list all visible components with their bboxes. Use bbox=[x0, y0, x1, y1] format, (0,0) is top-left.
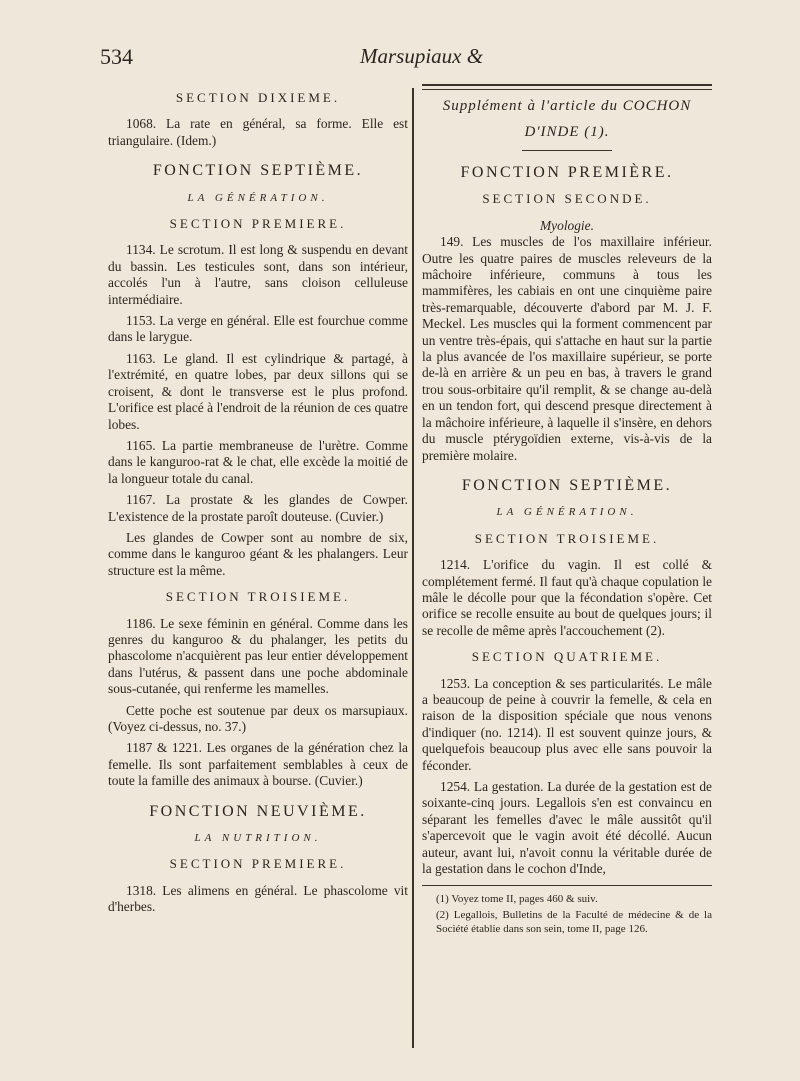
section-heading: SECTION DIXIEME. bbox=[175, 90, 341, 105]
footnote-1: (1) Voyez tome II, pages 460 & suiv. bbox=[436, 893, 598, 906]
section-heading: SECTION PREMIERE. bbox=[169, 856, 347, 872]
paragraph-1253: 1253. La conception & ses particularités. Le mâle a beaucoup de peine à couvrir la femelle, & cela en raison de la disposition spéciale que nous venons d'indiquer (no. 1214). Il est souvent quinze jours, & quelquefois beaucoup plus avec elle sans pouvoir la féconder. bbox=[422, 675, 712, 773]
paragraph-1165: 1165. La partie membraneuse de l'urètre. Comme dans le kanguroo-rat & le chat, elle excède la moitié de la longueur totale du canal. bbox=[108, 437, 408, 486]
paragraph-1153: 1153. La verge en général. Elle est fourchue comme dans le larygue. bbox=[108, 313, 408, 345]
section-heading: SECTION TROISIEME. bbox=[474, 530, 660, 546]
fonction-heading: FONCTION NEUVIÈME. bbox=[149, 802, 367, 820]
page-number: 534 bbox=[100, 44, 133, 69]
section-heading: SECTION PREMIERE. bbox=[169, 216, 347, 232]
paragraph-1068: 1068. La rate en général, sa forme. Elle est triangulaire. (Idem.) bbox=[108, 116, 408, 148]
footnote-rule bbox=[422, 885, 712, 886]
subheading-generation: LA GÉNÉRATION. bbox=[496, 506, 638, 519]
fonction-heading: FONCTION PREMIÈRE. bbox=[460, 164, 674, 181]
page-header bbox=[100, 40, 710, 74]
paragraph-1163: 1163. Le gland. Il est cylindrique & partagé, à l'extrémité, en quatre lobes, par deux sillons qui se croisent, & dont le transverse est le plus profond. L'orifice est placé à l'endroit de la réunion de ces quatre lobes. bbox=[108, 350, 408, 432]
supplement-title-line2: D'INDE (1). bbox=[524, 124, 610, 140]
paragraph-1167b: Les glandes de Cowper sont au nombre de six, comme dans le kanguroo géant & les phalangers. Leur structure est la même. bbox=[108, 529, 408, 578]
supplement-title-line1: Supplément à l'article du COCHON bbox=[442, 98, 692, 114]
section-heading: SECTION QUATRIEME. bbox=[471, 649, 663, 665]
section-heading: SECTION TROISIEME. bbox=[165, 589, 351, 605]
paragraph-1167: 1167. La prostate & les glandes de Cowper. L'existence de la prostate paroît douteuse. (Cuvier.) bbox=[108, 492, 408, 524]
paragraph-1186b: Cette poche est soutenue par deux os marsupiaux. (Voyez ci-dessus, no. 37.) bbox=[108, 702, 408, 734]
paragraph-1134: 1134. Le scrotum. Il est long & suspendu en devant du bassin. Les testicules sont, dans son intérieur, accolés l'un à l'autre, sans cloison celluleuse intermédiaire. bbox=[108, 242, 408, 307]
left-column bbox=[108, 80, 408, 921]
double-rule bbox=[422, 84, 712, 90]
paragraph-1214: 1214. L'orifice du vagin. Il est collé & complétement fermé. Il faut qu'à chaque copulation le mâle le décolle pour que la fécondation s'opère. Cet orifice se recolle ensuite au bout de quelques jours; il se recolle de même après l'accouchement (2). bbox=[422, 557, 712, 638]
paragraph-1318: 1318. Les alimens en général. Le phascolome vit d'herbes. bbox=[108, 882, 408, 915]
fonction-heading: FONCTION SEPTIÈME. bbox=[152, 162, 364, 180]
running-title: Marsupiaux & bbox=[360, 44, 484, 68]
subheading-generation: LA GÉNÉRATION. bbox=[187, 191, 329, 204]
paragraph-1254: 1254. La gestation. La durée de la gestation est de soixante-cinq jours. Legallois s'en est convaincu en séparant les femelles d'avec le mâle aussitôt qu'il s'apercevoit que le vagin avoit été décollé. Aucun auteur, avant lui, n'avoit connu la véritable durée de la gestation dans le cochon d'Inde, bbox=[422, 779, 712, 877]
paragraph-1186: 1186. Le sexe féminin en général. Comme dans les genres du kanguroo & du phalanger, les petits du phascolome n'acquièrent pas leur entier développement dans l'utérus, & passent dans une poche abdominale sous-cutanée, qui renferme les mamelles. bbox=[108, 615, 408, 697]
paragraph-149: 149. Les muscles de l'os maxillaire inférieur. Outre les quatre paires de muscles releveurs de la mâchoire inférieure, communs à tous les mammifères, les cabiais en ont une cinquième paire très-remarquable, découverte d'abord par M. J. F. Meckel. Les muscles qui la forment commencent par un ventre très-épais, qui s'attache en haut sur la partie la plus avancée de l'os maxillaire supérieur, se porte de-là en arrière & un peu en bas, à travers le grand trou sous-orbitaire qu'il remplit, & se change au-delà en un tendon fort, qui descend presque directement à la mâchoire inférieure, à laquelle il s'insère, en dehors du muscle ptérygoïdien externe, vis-à-vis de la première molaire. bbox=[422, 234, 712, 463]
fonction-heading: FONCTION SEPTIÈME. bbox=[461, 476, 673, 494]
footnote-2: (2) Legallois, Bulletins de la Faculté de médecine & de la Société établie dans son sein, tome II, page 126. bbox=[436, 909, 712, 936]
right-column bbox=[422, 80, 712, 938]
paragraph-1187: 1187 & 1221. Les organes de la génération chez la femelle. Ils sont parfaitement semblables à ceux de toute la famille des animaux à bourse. (Cuvier.) bbox=[108, 740, 408, 789]
section-heading: SECTION SECONDE. bbox=[482, 191, 652, 207]
subheading-nutrition: LA NUTRITION. bbox=[194, 832, 322, 845]
column-divider bbox=[412, 88, 414, 1048]
subheading-myologie: Myologie. bbox=[540, 217, 594, 233]
short-rule bbox=[522, 150, 612, 151]
